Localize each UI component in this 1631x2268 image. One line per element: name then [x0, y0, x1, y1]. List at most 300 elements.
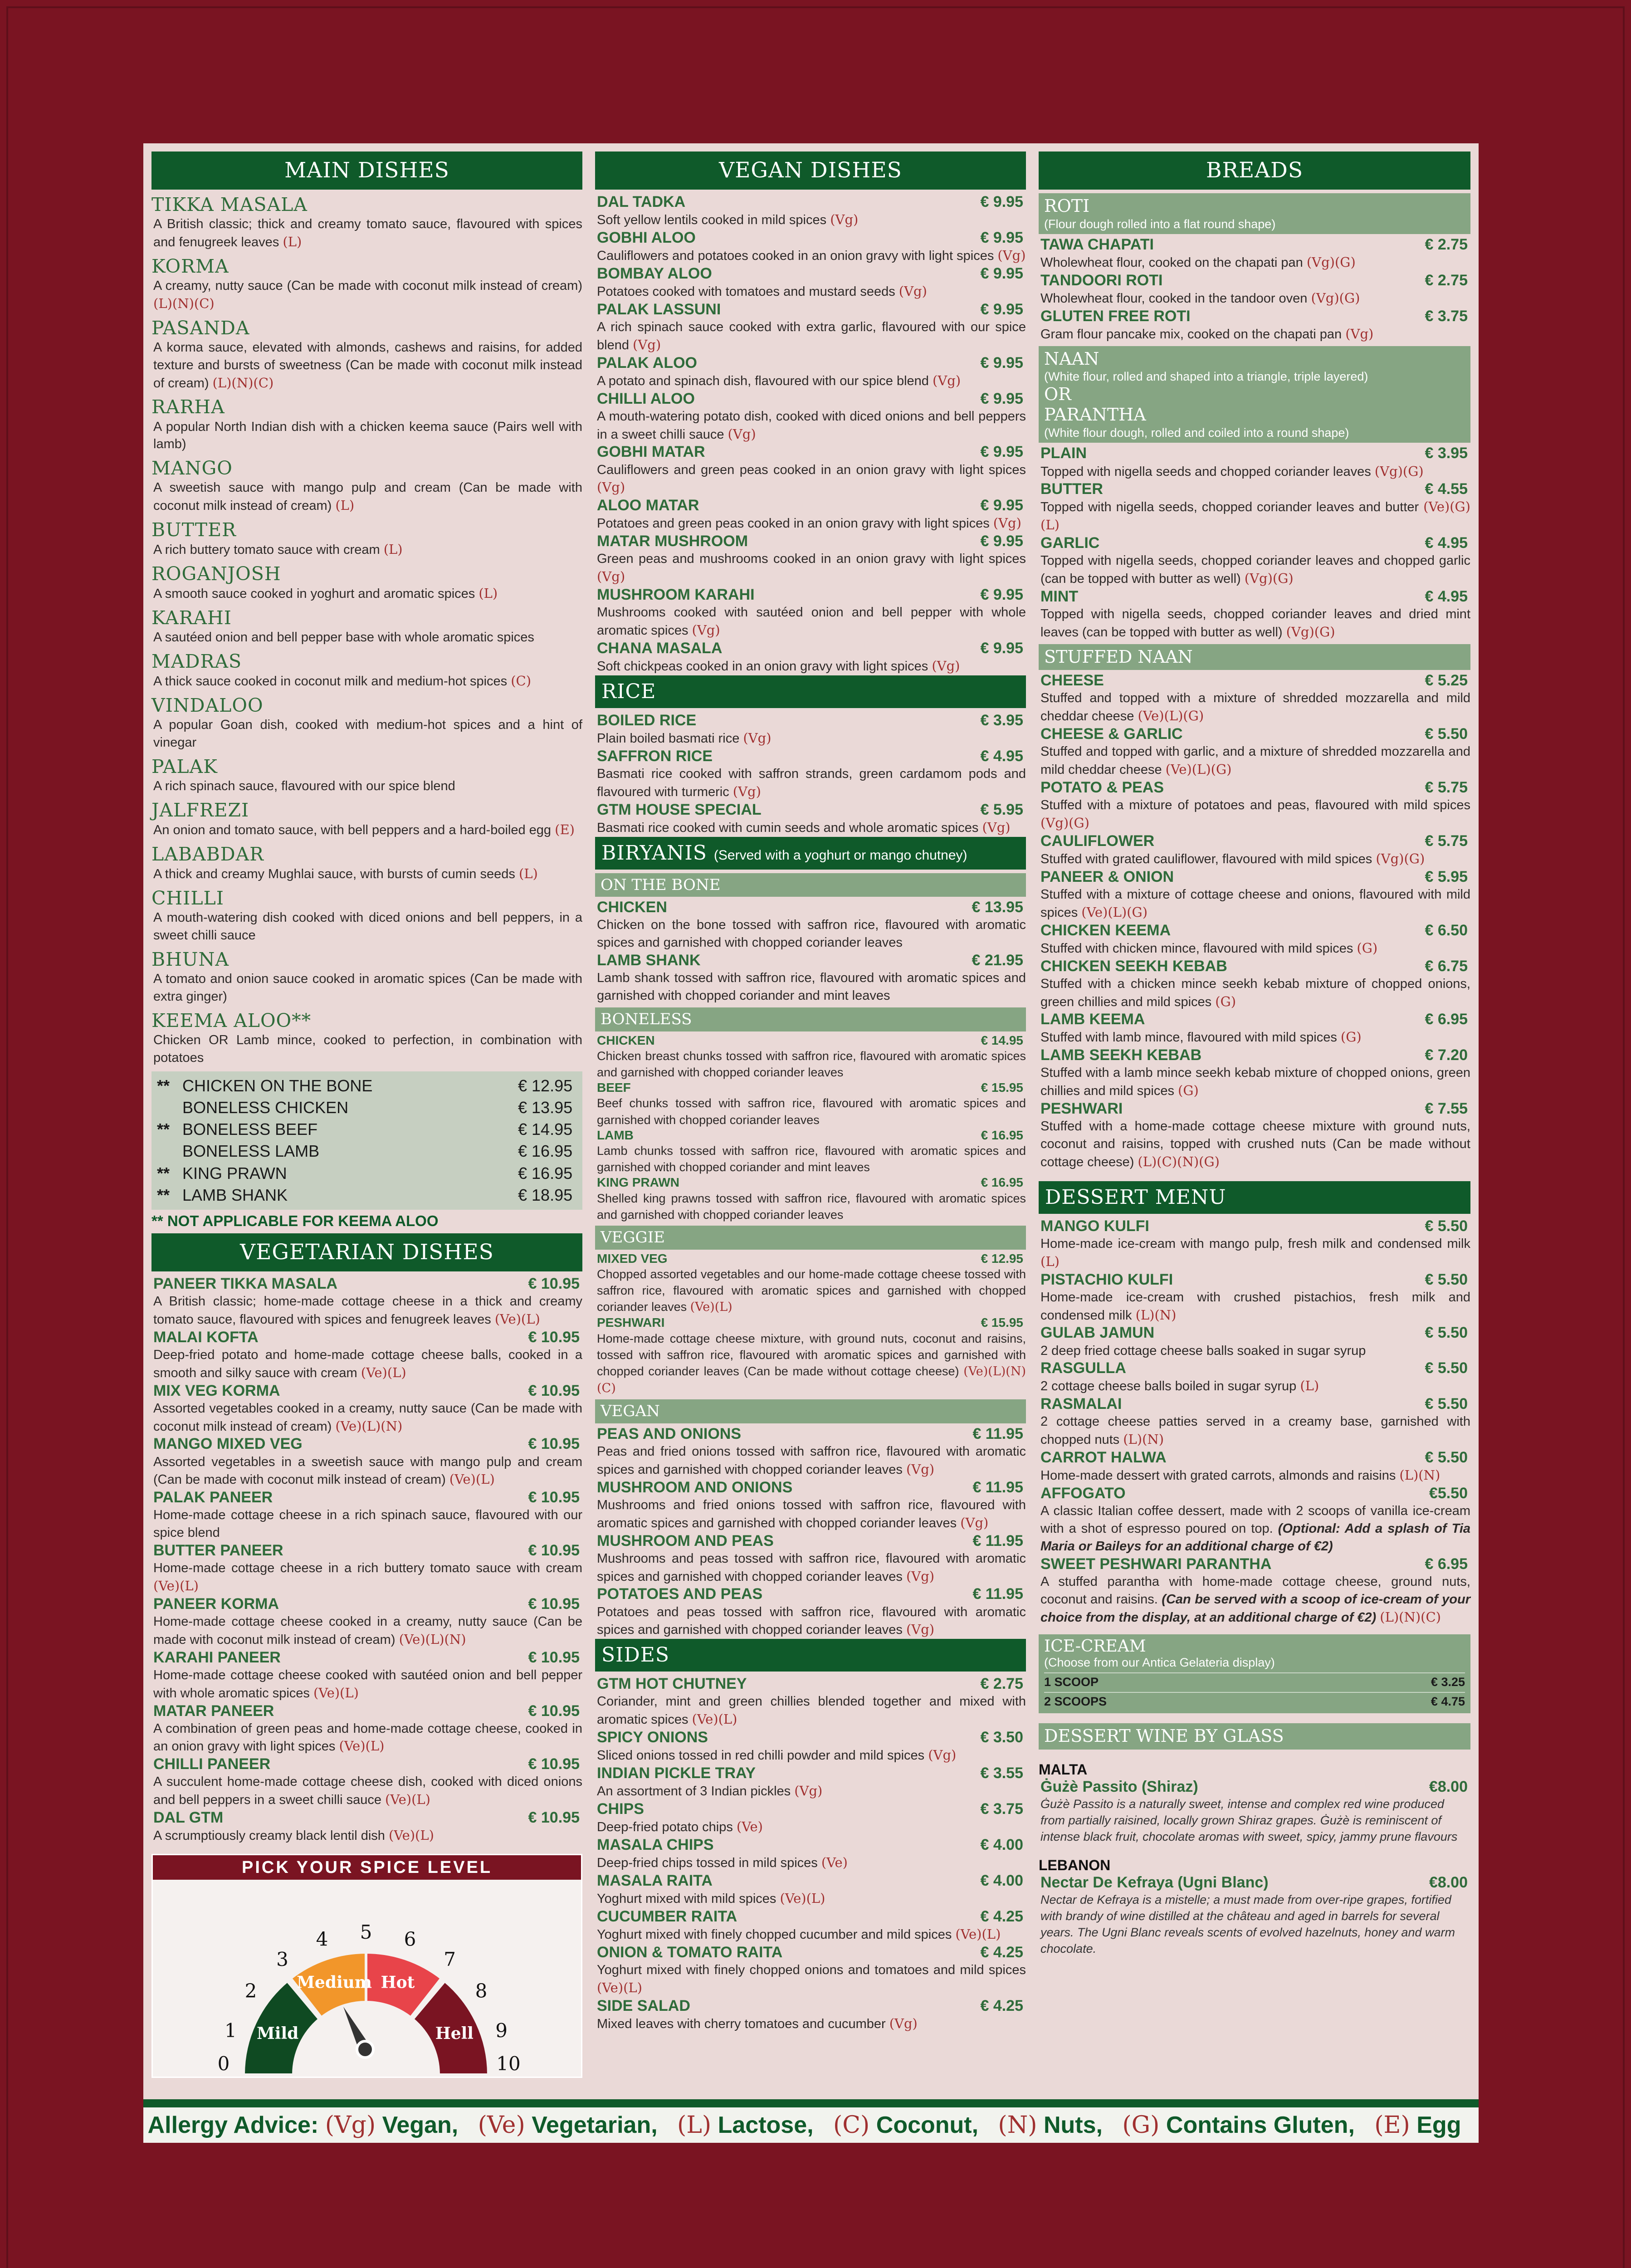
- biryani-item-name: PEAS AND ONIONS: [597, 1425, 742, 1443]
- allergen-tags: (L): [283, 234, 302, 249]
- allergen-tags: (L): [518, 866, 538, 882]
- dessert-item-note: (Optional: Add a splash of Tia Maria or Baileys for an additional charge of €2): [1040, 1521, 1471, 1554]
- dish-desc-text: An onion and tomato sauce, with bell peppers and a hard-boiled egg: [153, 823, 552, 838]
- dessert-item-row: [1039, 1359, 1470, 1377]
- allergen-tags: (Vg): [794, 1783, 823, 1799]
- allergen-tags: (L)(N)(C): [212, 375, 274, 391]
- dish-description: [151, 777, 582, 795]
- side-item-name: CUCUMBER RAITA: [597, 1907, 737, 1925]
- side-item-name: SPICY ONIONS: [597, 1729, 708, 1746]
- side-item-desc-text: Yoghurt mixed with finely chopped onions and tomatoes and mild spices: [597, 1962, 1026, 1977]
- biryani-item-name: BEEF: [597, 1080, 631, 1095]
- dessert-header: DESSERT MENU: [1039, 1181, 1470, 1214]
- allergen-tags: (G): [1340, 1029, 1362, 1045]
- biryani-item-desc-text: Mushrooms and fried onions tossed with saffron rice, flavoured with aromatic spices and garnished with chopped coriander leaves: [597, 1497, 1026, 1530]
- allergy-label: Allergy Advice:: [147, 2112, 319, 2138]
- allergen-meaning: Vegetarian,: [532, 2112, 658, 2138]
- protein-name: LAMB SHANK: [182, 1185, 288, 1204]
- allergen-code: (Ve): [478, 2112, 525, 2139]
- biryani-item-desc-text: Peas and fried onions tossed with saffron rice, flavoured with aromatic spices and garnished with chopped coriander leaves: [597, 1444, 1026, 1477]
- allergen-tags: (E): [555, 822, 575, 838]
- allergen-tags: (L): [479, 586, 498, 601]
- biryani-group-label: VEGAN: [595, 1399, 1026, 1423]
- dessert-item-desc-text: 2 deep fried cottage cheese balls soaked in sugar syrup: [1040, 1343, 1366, 1358]
- vegan-dish-name: CHANA MASALA: [597, 639, 723, 657]
- dessert-item-price: € 5.50: [1425, 1217, 1468, 1235]
- veg-dish-price: € 10.95: [528, 1382, 580, 1399]
- dessert-item-price: € 5.50: [1425, 1271, 1468, 1288]
- veg-dish-name: PANEER KORMA: [153, 1595, 279, 1613]
- veg-dish-description: [151, 1613, 582, 1649]
- biryani-item-price: € 11.95: [972, 1478, 1023, 1496]
- dessert-item-name: RASMALAI: [1040, 1395, 1122, 1413]
- biryani-item-name: PESHWARI: [597, 1315, 665, 1330]
- protein-price: € 13.95: [518, 1098, 573, 1117]
- veg-dish-row: [151, 1649, 582, 1667]
- rice-item-price: € 5.95: [980, 801, 1023, 818]
- stuffed-naan-item-desc-text: Stuffed with a chicken mince seekh kebab mixture of chopped onions, green chillies and mild spices: [1040, 976, 1470, 1009]
- allergen-tags: (Vg)(G): [1286, 624, 1335, 640]
- veg-dish-description: [151, 1506, 582, 1542]
- dish-desc-text: A British classic; thick and creamy tomato sauce, flavoured with spices and fenugreek leaves: [153, 217, 582, 249]
- veg-dish-name: MATAR PANEER: [153, 1702, 274, 1720]
- biryani-item-description: [595, 1550, 1026, 1586]
- dish-name: KARAHI: [151, 607, 232, 629]
- naan-item-name: BUTTER: [1040, 480, 1103, 498]
- spice-scale-number: 10: [496, 2053, 521, 2075]
- vegan-dish-desc-text: Cauliflowers and potatoes cooked in an onion gravy with light spices: [597, 249, 994, 264]
- vegan-dish-name: ALOO MATAR: [597, 497, 699, 514]
- veg-dish-description: [151, 1346, 582, 1382]
- vegan-dish-row: [595, 586, 1026, 604]
- protein-price-row: [157, 1097, 577, 1119]
- biryani-item-row: [595, 1585, 1026, 1603]
- naan-item-name: GARLIC: [1040, 534, 1100, 552]
- gauge-needle-icon: [343, 2007, 373, 2058]
- allergen-code: (L): [677, 2112, 712, 2139]
- dish-desc-text: A tomato and onion sauce cooked in aromatic spices (Can be made with extra ginger): [153, 972, 582, 1004]
- biryani-item-name: MIXED VEG: [597, 1251, 668, 1266]
- biryani-group-label: ON THE BONE: [595, 873, 1026, 897]
- vegan-dish-name: GOBHI MATAR: [597, 443, 705, 461]
- stuffed-naan-item-description: [1039, 1118, 1470, 1171]
- biryani-item-row: [595, 1033, 1026, 1048]
- dish-description: [151, 339, 582, 392]
- allergen-tags: (Vg)(G): [1040, 815, 1089, 831]
- vegan-dish-description: [595, 211, 1026, 229]
- biryani-group-label: VEGGIE: [595, 1226, 1026, 1250]
- vegan-dish-name: PALAK ALOO: [597, 354, 697, 371]
- biryani-item-price: € 11.95: [972, 1532, 1023, 1549]
- veg-dish-price: € 10.95: [528, 1435, 580, 1453]
- allergen-tags: (Ve)(L)(N): [335, 1418, 403, 1434]
- dessert-item-name: AFFOGATO: [1040, 1485, 1126, 1502]
- not-applicable-marker: [157, 1097, 182, 1119]
- veg-dish-row: [151, 1755, 582, 1773]
- allergen-code: (N): [998, 2112, 1037, 2139]
- biryani-item-description: [595, 1095, 1026, 1128]
- allergen-tags: (Ve)(L): [494, 1311, 540, 1327]
- veg-dish-desc-text: Home-made cottage cheese in a rich buttery tomato sauce with cream: [153, 1561, 582, 1576]
- stuffed-naan-item-row: [1039, 958, 1470, 975]
- vegetarian-list: [151, 1275, 582, 1845]
- veg-dish-name: BUTTER PANEER: [153, 1542, 283, 1559]
- dish-name: PALAK: [151, 756, 218, 778]
- dish-description: [151, 821, 582, 839]
- roti-header: [1039, 193, 1470, 234]
- stuffed-naan-item-name: PANEER & ONION: [1040, 868, 1174, 885]
- biryani-item-price: € 21.95: [972, 952, 1023, 969]
- allergen-tags: (L)(N): [1399, 1467, 1441, 1483]
- biryani-item-price: € 15.95: [981, 1315, 1023, 1330]
- dessert-item-desc-text: 2 cottage cheese balls boiled in sugar syrup: [1040, 1379, 1297, 1394]
- spice-level-label: Mild: [256, 2024, 299, 2043]
- rice-list: [595, 712, 1026, 837]
- stuffed-naan-item-desc-text: Stuffed and topped with garlic, and a mixture of shredded mozzarella and mild cheddar cheese: [1040, 744, 1470, 777]
- stuffed-naan-item-name: PESHWARI: [1040, 1100, 1123, 1118]
- allergen-tags: (Vg)(G): [1244, 571, 1294, 587]
- dessert-item-description: [1039, 1466, 1470, 1485]
- stuffed-naan-item-name: CHEESE: [1040, 672, 1104, 689]
- stuffed-naan-item-price: € 5.95: [1425, 868, 1468, 885]
- allergen-tags: (Vg): [597, 569, 625, 585]
- biryani-group-items: [595, 1033, 1026, 1223]
- allergen-meaning: Contains Gluten,: [1166, 2112, 1355, 2138]
- side-item-row: [595, 1765, 1026, 1782]
- biryani-item-row: [595, 952, 1026, 969]
- dish-description: [151, 1031, 582, 1067]
- vegan-dish-description: [595, 550, 1026, 586]
- icecream-row: [1044, 1692, 1465, 1709]
- vegan-header: VEGAN DISHES: [595, 152, 1026, 190]
- biryani-item-price: € 15.95: [981, 1080, 1023, 1095]
- naan-item-row: [1039, 588, 1470, 606]
- vegan-dish-desc-text: Cauliflowers and green peas cooked in an onion gravy with light spices: [597, 462, 1026, 477]
- spice-gauge: [153, 1880, 579, 2075]
- roti-item-desc-text: Wholewheat flour, cooked on the chapati pan: [1040, 255, 1303, 270]
- roti-item-row: [1039, 272, 1470, 289]
- biryani-item-description: [595, 1496, 1026, 1532]
- vegan-dish-row: [595, 640, 1026, 657]
- stuffed-naan-item-row: [1039, 1100, 1470, 1118]
- vegan-dish-desc-text: Soft chickpeas cooked in an onion gravy with light spices: [597, 659, 928, 674]
- dish-name: CHILLI: [151, 887, 224, 909]
- stuffed-naan-item-price: € 5.25: [1425, 672, 1468, 689]
- vegan-dish-price: € 9.95: [980, 193, 1023, 210]
- allergen-tags: (L)(N)(C): [1380, 1609, 1441, 1625]
- dish-desc-text: A thick and creamy Mughlai sauce, with bursts of cumin seeds: [153, 867, 515, 882]
- vegan-dish-description: [595, 408, 1026, 444]
- biryani-item-row: [595, 1175, 1026, 1190]
- vegan-dish-description: [595, 657, 1026, 675]
- allergen-tags: (Vg): [1345, 326, 1374, 342]
- vegan-dish-description: [595, 247, 1026, 265]
- not-applicable-marker: **: [157, 1076, 170, 1095]
- allergen-tags: (Ve)(L): [449, 1471, 495, 1487]
- dessert-item-name: CARROT HALWA: [1040, 1449, 1167, 1466]
- dessert-item-row: [1039, 1395, 1470, 1413]
- naan-item-price: € 4.95: [1425, 587, 1468, 605]
- veg-dish-price: € 10.95: [528, 1755, 580, 1773]
- stuffed-naan-item-desc-text: Stuffed with a mixture of potatoes and peas, flavoured with mild spices: [1040, 798, 1470, 813]
- allergen-tags: (L)(N): [1135, 1307, 1177, 1323]
- roti-item-price: € 3.75: [1425, 307, 1468, 325]
- stuffed-naan-item-name: CHICKEN SEEKH KEBAB: [1040, 957, 1227, 975]
- dish-desc-text: A rich buttery tomato sauce with cream: [153, 543, 380, 557]
- biryani-item-name: CHICKEN: [597, 1033, 655, 1047]
- naan-label: NAAN: [1044, 348, 1099, 369]
- naan-sub: (White flour, rolled and shaped into a triangle, triple layered): [1044, 370, 1368, 384]
- dessert-item-price: € 5.50: [1425, 1449, 1468, 1466]
- naan-item-description: [1039, 498, 1470, 534]
- dish-name: JALFREZI: [151, 799, 249, 821]
- veg-dish-row: [151, 1542, 582, 1559]
- veg-dish-desc-text: Assorted vegetables cooked in a creamy, nutty sauce (Can be made with coconut milk instead of cream): [153, 1401, 582, 1434]
- stuffed-naan-item-description: [1039, 939, 1470, 958]
- vegan-dish-row: [595, 390, 1026, 408]
- allergen-tags: (Vg): [906, 1568, 935, 1584]
- veg-dish-name: CHILLI PANEER: [153, 1755, 271, 1773]
- dessert-item-row: [1039, 1485, 1470, 1502]
- dessert-item-description: [1039, 1573, 1470, 1627]
- side-item-price: € 3.50: [980, 1729, 1023, 1746]
- allergen-tags: (G): [1178, 1083, 1199, 1099]
- biryani-item-desc-text: Beef chunks tossed with saffron rice, flavoured with aromatic spices and garnished with chopped coriander leaves: [597, 1096, 1026, 1127]
- spice-level-label: Hell: [435, 2024, 474, 2043]
- biryani-item-description: [595, 1266, 1026, 1316]
- stuffed-naan-item-description: [1039, 1028, 1470, 1046]
- veg-dish-row: [151, 1435, 582, 1453]
- dessert-item-price: € 5.50: [1425, 1324, 1468, 1342]
- stuffed-naan-item-price: € 6.75: [1425, 957, 1468, 975]
- allergen-tags: (Ve)(L)(G): [1138, 708, 1204, 724]
- stuffed-naan-item-description: [1039, 689, 1470, 725]
- vegan-dish-name: DAL TADKA: [597, 193, 686, 210]
- sides-list: [595, 1675, 1026, 2033]
- biryani-item-row: [595, 1251, 1026, 1266]
- allergen-tags: (Ve)(L)(N)(C): [597, 1364, 1026, 1396]
- wine-row: [1039, 1874, 1470, 1892]
- dish-desc-text: A korma sauce, elevated with almonds, cashews and raisins, for added texture and bursts of sweetness (Can be made with coconut milk instead of cream): [153, 340, 582, 391]
- dish-name: RARHA: [151, 396, 225, 418]
- roti-item-desc-text: Gram flour pancake mix, cooked on the chapati pan: [1040, 327, 1342, 342]
- veg-dish-price: € 10.95: [528, 1595, 580, 1613]
- side-item-row: [595, 1836, 1026, 1854]
- dish-description: [151, 716, 582, 752]
- allergen-tags: (Vg): [982, 819, 1011, 835]
- protein-name: BONELESS BEEF: [182, 1120, 318, 1139]
- vegetarian-header: VEGETARIAN DISHES: [151, 1233, 582, 1271]
- allergen-tags: (Vg): [960, 1515, 989, 1530]
- dish-desc-text: A creamy, nutty sauce (Can be made with coconut milk instead of cream): [153, 279, 582, 293]
- stuffed-naan-item-name: POTATO & PEAS: [1040, 779, 1164, 797]
- vegan-dish-description: [595, 283, 1026, 301]
- spice-scale-number: 9: [495, 2019, 508, 2042]
- roti-item-name: TAWA CHAPATI: [1040, 235, 1154, 253]
- side-item-desc-text: Mixed leaves with cherry tomatoes and cucumber: [597, 2016, 886, 2031]
- dish-desc-text: A smooth sauce cooked in yoghurt and aromatic spices: [153, 587, 475, 601]
- main-dishes-header: MAIN DISHES: [151, 152, 582, 190]
- biryani-item-price: € 16.95: [981, 1175, 1023, 1190]
- side-item-name: CHIPS: [597, 1800, 644, 1818]
- parantha-label: PARANTHA: [1044, 405, 1146, 425]
- allergen-tags: (Vg): [597, 479, 625, 495]
- biryani-item-name: CHICKEN: [597, 899, 667, 916]
- biryani-item-desc-text: Potatoes and peas tossed with saffron rice, flavoured with aromatic spices and garnished with chopped coriander leaves: [597, 1604, 1026, 1637]
- naan-header: [1039, 346, 1470, 443]
- rice-item-row: [595, 801, 1026, 819]
- biryani-item-row: [595, 1128, 1026, 1143]
- stuffed-naan-item-price: € 5.75: [1425, 779, 1468, 797]
- protein-name: BONELESS CHICKEN: [182, 1098, 349, 1117]
- vegan-dish-row: [595, 443, 1026, 461]
- vegan-dish-desc-text: Potatoes cooked with tomatoes and mustard seeds: [597, 284, 895, 299]
- rice-item-name: SAFFRON RICE: [597, 747, 713, 765]
- stuffed-naan-item-price: € 5.50: [1425, 725, 1468, 743]
- column-breads: [1039, 152, 1470, 1957]
- icecream-row: [1044, 1672, 1465, 1689]
- biryani-item-description: [595, 1048, 1026, 1080]
- dessert-item-description: [1039, 1502, 1470, 1555]
- dessert-item-name: RASGULLA: [1040, 1359, 1126, 1377]
- dessert-item-row: [1039, 1449, 1470, 1466]
- dish-name: LABABDAR: [151, 843, 264, 865]
- veg-dish-description: [151, 1293, 582, 1329]
- rice-item-price: € 3.95: [980, 711, 1023, 729]
- vegan-dish-price: € 9.95: [980, 586, 1023, 604]
- allergen-tags: (Ve): [736, 1819, 763, 1835]
- protein-price: € 16.95: [518, 1142, 573, 1161]
- icecream-price: € 3.25: [1431, 1675, 1465, 1689]
- vegan-dish-desc-text: Potatoes and green peas cooked in an onion gravy with light spices: [597, 516, 990, 531]
- veg-dish-desc-text: Home-made cottage cheese cooked with sautéed onion and bell pepper with whole aromatic spices: [153, 1667, 582, 1701]
- roti-item-row: [1039, 236, 1470, 254]
- rice-item-desc-text: Basmati rice cooked with cumin seeds and whole aromatic spices: [597, 820, 979, 835]
- wine-price: €8.00: [1429, 1873, 1468, 1891]
- allergen-meaning: Lactose,: [718, 2112, 814, 2138]
- allergen-tags: (Vg)(G): [1311, 290, 1360, 306]
- allergen-tags: (Vg)(G): [1306, 254, 1356, 270]
- biryani-item-row: [595, 1080, 1026, 1095]
- vegan-dish-desc-text: A mouth-watering potato dish, cooked with diced onions and bell peppers in a sweet chilli sauce: [597, 409, 1026, 442]
- dessert-item-price: € 6.95: [1425, 1555, 1468, 1573]
- vegan-dish-description: [595, 461, 1026, 497]
- dish-description: [151, 909, 582, 944]
- stuffed-naan-item-desc-text: Stuffed with lamb mince, flavoured with mild spices: [1040, 1030, 1337, 1045]
- allergen-meaning: Coconut,: [876, 2112, 979, 2138]
- roti-item-name: TANDOORI ROTI: [1040, 271, 1163, 289]
- spice-scale-number: 2: [244, 1980, 257, 2002]
- side-item-desc-text: Yoghurt mixed with finely chopped cucumber and mild spices: [597, 1927, 952, 1942]
- vegan-dish-price: € 9.95: [980, 533, 1023, 550]
- allergen-meaning: Vegan,: [382, 2112, 459, 2138]
- rice-item-row: [595, 712, 1026, 729]
- dish-desc-text: A mouth-watering dish cooked with diced onions and bell peppers, in a sweet chilli sauce: [153, 910, 582, 943]
- allergen-tags: (Ve)(L): [690, 1300, 732, 1315]
- dessert-item-desc-text: A stuffed parantha with home-made cottage cheese, ground nuts, coconut and raisins.: [1040, 1574, 1470, 1607]
- not-applicable-marker: **: [157, 1120, 170, 1139]
- naan-item-row: [1039, 480, 1470, 498]
- allergen-tags: (Vg)(G): [1376, 850, 1425, 866]
- allergen-tags: (Vg): [906, 1461, 935, 1477]
- spice-level-panel: [151, 1854, 582, 2078]
- biryani-item-price: € 14.95: [981, 1033, 1023, 1047]
- protein-price: € 16.95: [518, 1163, 573, 1183]
- vegan-dish-price: € 9.95: [980, 639, 1023, 657]
- dish-name: VINDALOO: [151, 694, 264, 717]
- dessert-item-price: €5.50: [1429, 1485, 1468, 1502]
- veg-dish-name: PANEER TIKKA MASALA: [153, 1275, 338, 1292]
- side-item-description: [595, 1854, 1026, 1872]
- dessert-item-name: GULAB JAMUN: [1040, 1324, 1155, 1342]
- biryani-item-row: [595, 1479, 1026, 1496]
- side-item-price: € 3.55: [980, 1765, 1023, 1782]
- main-dishes-list: [151, 194, 582, 1067]
- rice-item-description: [595, 765, 1026, 801]
- rice-item-name: BOILED RICE: [597, 711, 697, 729]
- biryani-item-description: [595, 916, 1026, 952]
- stuffed-naan-item-row: [1039, 1011, 1470, 1028]
- biryani-item-description: [595, 1603, 1026, 1639]
- spice-level-label: Hot: [381, 1973, 415, 1992]
- allergen-tags: (Vg): [889, 2015, 918, 2031]
- vegan-dish-desc-text: Green peas and mushrooms cooked in an onion gravy with light spices: [597, 552, 1026, 567]
- veg-dish-row: [151, 1382, 582, 1400]
- wine-country: MALTA: [1039, 1761, 1088, 1778]
- biryani-group-items: [595, 899, 1026, 1005]
- side-item-price: € 2.75: [980, 1675, 1023, 1693]
- vegan-dish-description: [595, 318, 1026, 354]
- allergen-code: (C): [833, 2112, 870, 2139]
- veg-dish-desc-text: Home-made cottage cheese cooked in a creamy, nutty sauce (Can be made with coconut milk instead of cream): [153, 1614, 582, 1647]
- roti-item-name: GLUTEN FREE ROTI: [1040, 307, 1191, 325]
- vegan-dish-name: GOBHI ALOO: [597, 229, 696, 246]
- biryani-item-desc-text: Mushrooms and peas tossed with saffron rice, flavoured with aromatic spices and garnished with chopped coriander leaves: [597, 1551, 1026, 1584]
- dish-description: [151, 541, 582, 559]
- roti-item-description: [1039, 289, 1470, 308]
- wine-row: [1039, 1778, 1470, 1796]
- vegan-list: [595, 193, 1026, 675]
- veg-dish-row: [151, 1702, 582, 1720]
- dessert-item-name: MANGO KULFI: [1040, 1217, 1149, 1235]
- side-item-description: [595, 1961, 1026, 1997]
- allergen-tags: (Vg): [933, 372, 961, 388]
- dessert-item-row: [1039, 1324, 1470, 1342]
- column-vegan: [595, 152, 1026, 2033]
- stuffed-naan-item-name: CHICKEN KEEMA: [1040, 921, 1171, 939]
- side-item-price: € 4.00: [980, 1872, 1023, 1889]
- allergen-tags: (L)(N)(C): [153, 295, 215, 311]
- allergen-tags: (L): [1040, 1253, 1060, 1269]
- stuffed-naan-item-desc-text: Stuffed with chicken mince, flavoured with mild spices: [1040, 941, 1353, 956]
- vegan-dish-row: [595, 497, 1026, 514]
- stuffed-naan-item-description: [1039, 850, 1470, 868]
- biryani-item-description: [595, 1190, 1026, 1223]
- allergen-tags: (Ve)(L): [955, 1926, 1001, 1942]
- side-item-name: GTM HOT CHUTNEY: [597, 1675, 747, 1693]
- biryani-group-items: [595, 1425, 1026, 1639]
- biryani-item-desc-text: Chopped assorted vegetables and our home-made cottage cheese tossed with saffron rice, flavoured with aromatic spices and garnished with chopped coriander leaves: [597, 1267, 1026, 1314]
- vegan-dish-price: € 9.95: [980, 443, 1023, 461]
- allergen-tags: (Ve)(G)(L): [1040, 499, 1470, 533]
- biryani-item-row: [595, 1315, 1026, 1330]
- dish-name: TIKKA MASALA: [151, 194, 308, 215]
- side-item-row: [595, 1944, 1026, 1961]
- dessert-item-row: [1039, 1555, 1470, 1573]
- biryanis-header: [595, 837, 1026, 870]
- not-applicable-marker: **: [157, 1163, 170, 1183]
- biryanis-subtitle: (Served with a yoghurt or mango chutney): [713, 847, 967, 863]
